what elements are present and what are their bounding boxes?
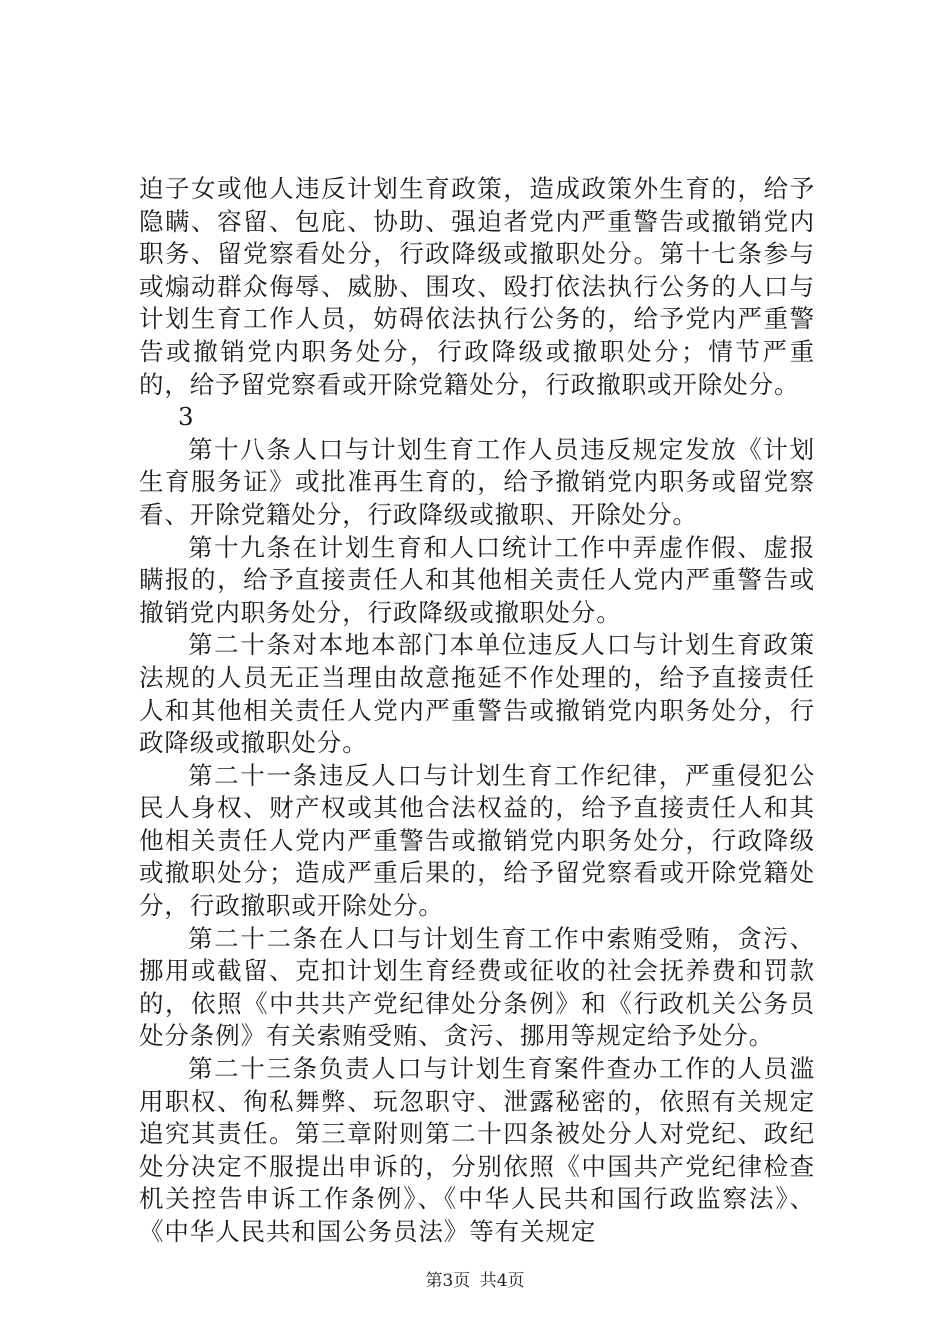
document-body xyxy=(139,173,815,1249)
paragraph-article-21: 第二十一条违反人口与计划生育工作纪律，严重侵犯公民人身权、财产权或其他合法权益的，给予直接责任人和其他相关责任人党内严重警告或撤销党内职务处分，行政降级或撤职处分；造成严重后果的，给予留党察看或开除党籍处分，行政撤职或开除处分。 xyxy=(139,760,815,921)
inline-page-marker: 3 xyxy=(178,402,194,432)
page-footer xyxy=(0,1270,950,1292)
paragraph-article-18: 第十八条人口与计划生育工作人员违反规定发放《计划生育服务证》或批准再生育的，给予撤销党内职务或留党察看、开除党籍处分，行政降级或撤职、开除处分。 xyxy=(139,434,815,529)
paragraph-article-20: 第二十条对本地本部门本单位违反人口与计划生育政策法规的人员无正当理由故意拖延不作处理的，给予直接责任人和其他相关责任人党内严重警告或撤销党内职务处分，行政降级或撤职处分。 xyxy=(139,630,815,758)
page-number: 第3页 xyxy=(425,1271,471,1291)
page-total: 共4页 xyxy=(479,1271,525,1291)
paragraph-article-19: 第十九条在计划生育和人口统计工作中弄虚作假、虚报瞒报的，给予直接责任人和其他相关责任人党内严重警告或撤销党内职务处分，行政降级或撤职处分。 xyxy=(139,532,815,627)
paragraph-article-22: 第二十二条在人口与计划生育工作中索贿受贿，贪污、挪用或截留、克扣计划生育经费或征收的社会抚养费和罚款的，依照《中共共产党纪律处分条例》和《行政机关公务员处分条例》有关索贿受贿、贪污、挪用等规定给予处分。 xyxy=(139,923,815,1051)
paragraph-continued: 迫子女或他人违反计划生育政策，造成政策外生育的，给予隐瞒、容留、包庇、协助、强迫者党内严重警告或撤销党内职务、留党察看处分，行政降级或撤职处分。第十七条参与或煽动群众侮辱、威胁、围攻、殴打依法执行公务的人口与计划生育工作人员，妨碍依法执行公务的，给予党内严重警告或撤销党内职务处分，行政降级或撤职处分；情节严重的，给予留党察看或开除党籍处分，行政撤职或开除处分。 xyxy=(139,174,815,399)
paragraph-article-23: 第二十三条负责人口与计划生育案件查办工作的人员滥用职权、徇私舞弊、玩忽职守、泄露秘密的，依照有关规定追究其责任。第三章附则第二十四条被处分人对党纪、政纪处分决定不服提出申诉的，分别依照《中国共产党纪律检查机关控告申诉工作条例》、《中华人民共和国行政监察法》、《中华人民共和国公务员法》等有关规定 xyxy=(139,1054,815,1246)
